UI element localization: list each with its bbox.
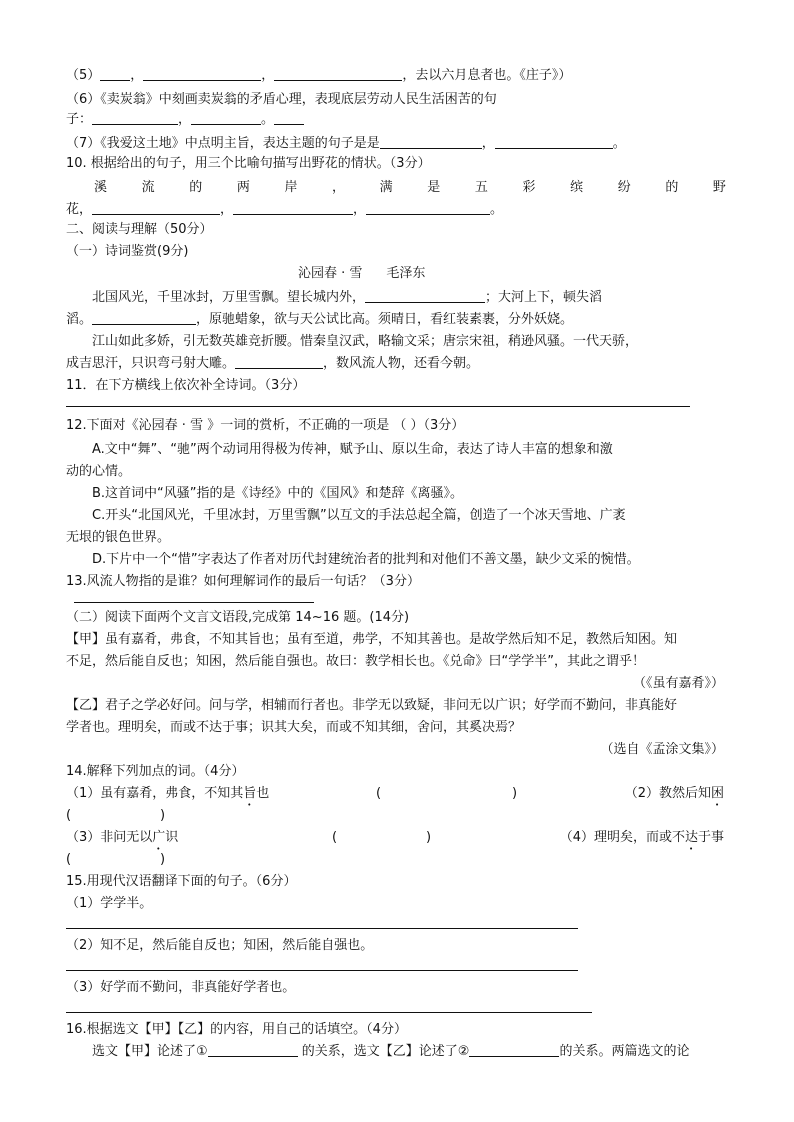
q14-row-2: （3）非问无以广识 ( ) （4）理明矣，而或不达于事 xyxy=(66,828,728,853)
q10-spread-char: 的 xyxy=(189,180,203,195)
q10-spread-char: 满 xyxy=(379,180,393,195)
q10-title: 10. 根据给出的句子，用三个比喻句描写出野花的情状。（3分） xyxy=(66,156,431,171)
q9-line-6a: （6）《卖炭翁》中刻画卖炭翁的矛盾心理，表现底层劳动人民生活困苦的句 xyxy=(66,92,497,107)
q14-row-1b: ( ) xyxy=(66,808,166,823)
q14-row-1: （1）虽有嘉肴，弗食，不知其旨也 ( ) （2）教然后知困 xyxy=(66,784,728,809)
emphasized-char: 旨 xyxy=(243,786,257,801)
q10-spread-char: 彩 xyxy=(522,180,536,195)
emphasized-char: 困 xyxy=(710,786,724,801)
poem-line-1: 北国风光，千里冰封，万里雪飘。望长城内外， ；大河上下，顿失滔 xyxy=(92,290,603,305)
q14-item-4: （4）理明矣，而或不达于事 xyxy=(559,830,724,845)
emphasized-char: 达 xyxy=(684,830,698,845)
q16-fill-line: 选文【甲】论述了① 的关系，选文【乙】论述了② 的关系。两篇选文的论 xyxy=(92,1044,690,1059)
q15-sentence-2: （2）知不足，然后能自反也；知困，然后能自强也。 xyxy=(66,938,374,953)
blank[interactable] xyxy=(274,66,402,81)
q12-option-d: D.下片中一个“惜”字表达了作者对历代封建统治者的批判和对他们不善文墨，缺少文采的惋惜。 xyxy=(92,552,640,567)
section2-title: 二、阅读与理解（50分） xyxy=(66,222,213,237)
q16-title: 16.根据选文【甲】【乙】的内容，用自己的话填空。（4分） xyxy=(66,1022,407,1037)
section2-sub1: （一）诗词鉴赏(9分) xyxy=(66,244,189,259)
q14-item-2: （2）教然后知困 xyxy=(624,786,724,801)
q12-option-a2: 动的心情。 xyxy=(66,464,132,479)
q10-spread-char: 五 xyxy=(474,180,488,195)
q13-title: 13.风流人物指的是谁？如何理解词作的最后一句话？（3分） xyxy=(66,574,420,589)
blank[interactable] xyxy=(274,110,304,125)
q15-answer-line-1[interactable] xyxy=(66,928,578,929)
q11-title: 11．在下方横线上依次补全诗词。（3分） xyxy=(66,378,306,393)
blank[interactable] xyxy=(92,110,178,125)
blank[interactable] xyxy=(366,200,490,215)
q9-5-prefix: （5） xyxy=(66,68,101,83)
q12-option-a1: A.文中“舞”、“驰”两个动词用得极为传神，赋予山、原以生命，表达了诗人丰富的想象和激 xyxy=(92,442,613,457)
blank[interactable] xyxy=(92,310,196,325)
q9-line-7: （7）《我爱这土地》中点明主旨，表达主题的句子是是 ， 。 xyxy=(66,136,626,151)
q10-spread-line xyxy=(94,178,728,198)
q10-spread-char: 是 xyxy=(427,180,441,195)
q11-answer-line[interactable] xyxy=(66,406,690,407)
q14-title: 14.解释下列加点的词。（4分） xyxy=(66,764,245,779)
blank[interactable] xyxy=(495,134,613,149)
passage-yi-1: 【乙】君子之学必好问。问与学，相辅而行者也。非学无以致疑，非问无以广识；好学而不勤问，非真能好 xyxy=(66,698,678,713)
sub2-title: （二）阅读下面两个文言文语段,完成第 14~16 题。(14分) xyxy=(66,610,410,625)
q10-spread-chars xyxy=(94,178,726,198)
poem-line-4: 成吉思汗，只识弯弓射大雕。 ，数风流人物，还看今朝。 xyxy=(66,356,480,371)
q15-answer-line-2[interactable] xyxy=(66,970,578,971)
q9-line-5: （5） ， ， ，去以六月息者也。《庄子》） xyxy=(66,68,572,83)
q12-title: 12.下面对《沁园春 · 雪 》一词的赏析，不正确的一项是 （ ）（3分） xyxy=(66,418,465,433)
q10-spread-char: 流 xyxy=(141,180,155,195)
q10-spread-char: ， xyxy=(332,180,346,195)
blank[interactable] xyxy=(469,1042,559,1057)
blank[interactable] xyxy=(380,134,482,149)
q10-spread-char: 岸 xyxy=(284,180,298,195)
q9-5-suffix: ，去以六月息者也。《庄子》） xyxy=(402,68,572,83)
q10-line-2: 花， ， ， 。 xyxy=(66,202,504,217)
poem-title: 沁园春 · 雪 xyxy=(298,266,363,281)
blank[interactable] xyxy=(233,200,353,215)
q10-spread-char: 的 xyxy=(665,180,679,195)
emphasized-char: 广 xyxy=(152,830,166,845)
poem-heading xyxy=(298,264,425,284)
q9-line-6b: 子： ， 。 xyxy=(66,110,304,130)
q14-row-2b: ( ) xyxy=(66,852,166,867)
q15-sentence-1: （1）学学半。 xyxy=(66,896,153,911)
poem-author: 毛泽东 xyxy=(386,266,426,281)
q15-title: 15.用现代汉语翻译下面的句子。（6分） xyxy=(66,874,297,889)
q10-spread-char: 纷 xyxy=(617,180,631,195)
poem-line-3: 江山如此多娇，引无数英雄竞折腰。惜秦皇汉武，略输文采；唐宗宋祖，稍逊风骚。一代天骄， xyxy=(92,334,639,349)
q13-answer-line[interactable] xyxy=(74,602,314,603)
q12-option-b: B.这首词中“风骚”指的是《诗经》中的《国风》和楚辞《离骚》。 xyxy=(92,486,464,501)
blank[interactable] xyxy=(235,354,323,369)
passage-jia-1: 【甲】虽有嘉肴，弗食，不知其旨也；虽有至道，弗学，不知其善也。是故学然后知不足，教然后知困。知 xyxy=(66,632,678,647)
blank[interactable] xyxy=(92,200,220,215)
poem-line-2: 滔。 ，原驰蜡象，欲与天公试比高。须晴日，看红装素裹，分外妖娆。 xyxy=(66,312,574,327)
q12-option-c2: 无垠的银色世界。 xyxy=(66,530,171,545)
passage-yi-2: 学者也。理明矣，而或不达于事；识其大矣，而或不知其细，舍问，其奚决焉？ xyxy=(66,720,522,735)
q10-spread-char: 两 xyxy=(236,180,250,195)
q15-sentence-3: （3）好学而不勤问，非真能好学者也。 xyxy=(66,980,296,995)
q12-option-c1: C.开头“北国风光，千里冰封，万里雪飘”以互文的手法总起全篇，创造了一个冰天雪地、广袤 xyxy=(92,508,626,523)
passage-jia-2: 不足，然后能自反也；知困，然后能自强也。故曰：教学相长也。《兑命》曰“学学半”，其此之谓乎！ xyxy=(66,654,645,669)
blank[interactable] xyxy=(208,1042,298,1057)
q15-answer-line-3[interactable] xyxy=(66,1012,592,1013)
q10-spread-char: 溪 xyxy=(94,180,108,195)
passage-jia-source: （《虽有嘉肴》） xyxy=(632,676,724,691)
blank[interactable] xyxy=(100,66,130,81)
blank[interactable] xyxy=(365,288,485,303)
q10-spread-char: 缤 xyxy=(570,180,584,195)
blank[interactable] xyxy=(191,110,261,125)
blank[interactable] xyxy=(143,66,261,81)
q10-spread-char: 野 xyxy=(712,180,726,195)
passage-yi-source: （选自《孟涂文集》） xyxy=(600,742,724,757)
